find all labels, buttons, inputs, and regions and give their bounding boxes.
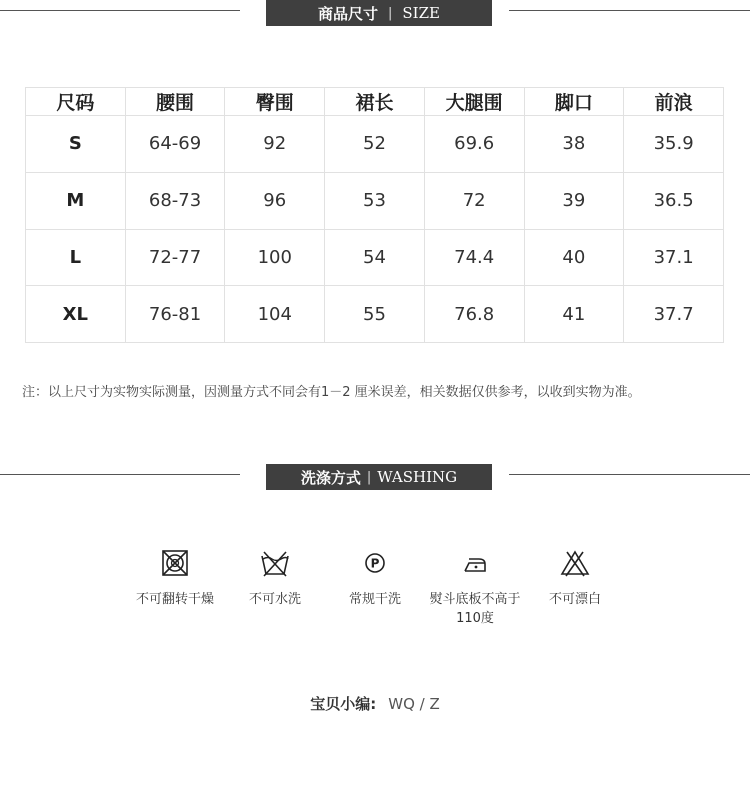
hem-cell: 41: [524, 286, 624, 343]
svg-text:P: P: [370, 556, 380, 571]
editor-value: WQ / Z: [388, 695, 440, 713]
care-item: [125, 548, 225, 609]
header-rule-right: [509, 474, 750, 475]
table-row: [26, 172, 724, 229]
length-cell: 55: [325, 286, 425, 343]
table-row: [26, 116, 724, 173]
care-label: 常规干洗: [348, 592, 401, 607]
size-section-header: [0, 0, 750, 26]
header-rule-left: [0, 474, 240, 475]
thigh-cell: 69.6: [424, 116, 524, 173]
header-waist: 腰围: [125, 88, 225, 116]
no-wash-icon: [260, 548, 290, 578]
size-cell: L: [26, 229, 126, 286]
washing-title-badge: [266, 464, 492, 490]
front-rise-cell: 37.7: [624, 286, 724, 343]
no-tumble-dry-icon: [160, 548, 190, 578]
waist-cell: 76-81: [125, 286, 225, 343]
size-table: [25, 87, 724, 343]
front-rise-cell: 35.9: [624, 116, 724, 173]
length-cell: 52: [325, 116, 425, 173]
size-title-cn: 商品尺寸: [318, 4, 379, 23]
table-row: [26, 229, 724, 286]
header-hem: 脚口: [524, 88, 624, 116]
washing-section-header: [0, 464, 750, 490]
thigh-cell: 74.4: [424, 229, 524, 286]
size-cell: XL: [26, 286, 126, 343]
header-rule-right: [509, 10, 750, 11]
hip-cell: 92: [225, 116, 325, 173]
hem-cell: 39: [524, 172, 624, 229]
title-separator: |: [366, 469, 372, 485]
hip-cell: 100: [225, 229, 325, 286]
hip-cell: 96: [225, 172, 325, 229]
header-thigh: 大腿围: [424, 88, 524, 116]
care-label: 不可漂白: [548, 592, 601, 607]
thigh-cell: 76.8: [424, 286, 524, 343]
washing-title-en: WASHING: [377, 468, 458, 486]
header-length: 裙长: [325, 88, 425, 116]
editor-credit: [0, 693, 750, 714]
front-rise-cell: 37.1: [624, 229, 724, 286]
waist-cell: 68-73: [125, 172, 225, 229]
washing-title-cn: 洗涤方式: [300, 468, 361, 487]
size-title-en: SIZE: [402, 4, 440, 22]
title-separator: |: [388, 5, 393, 21]
thigh-cell: 72: [424, 172, 524, 229]
care-label: 熨斗底板不高于110度: [429, 592, 521, 626]
header-front-rise: 前浪: [624, 88, 724, 116]
dry-clean-p-icon: [360, 548, 390, 578]
header-size: 尺码: [26, 88, 126, 116]
care-item: [225, 548, 325, 609]
front-rise-cell: 36.5: [624, 172, 724, 229]
hem-cell: 38: [524, 116, 624, 173]
header-rule-left: [0, 10, 240, 11]
waist-cell: 72-77: [125, 229, 225, 286]
length-cell: 53: [325, 172, 425, 229]
table-row: [26, 286, 724, 343]
size-cell: M: [26, 172, 126, 229]
size-cell: S: [26, 116, 126, 173]
length-cell: 54: [325, 229, 425, 286]
editor-label: 宝贝小编:: [310, 695, 377, 713]
care-label: 不可翻转干燥: [135, 592, 214, 607]
hip-cell: 104: [225, 286, 325, 343]
care-item: [425, 548, 525, 628]
no-bleach-icon: [560, 548, 590, 578]
size-table-header-row: [26, 88, 724, 116]
care-item: [525, 548, 625, 609]
waist-cell: 64-69: [125, 116, 225, 173]
care-item: [325, 548, 425, 609]
care-label: 不可水洗: [248, 592, 301, 607]
measurement-note: 注：以上尺寸为实物实际测量，因测量方式不同会有1－2 厘米误差，相关数据仅供参考，以收到实物为准。: [22, 385, 641, 400]
iron-low-icon: [460, 548, 490, 578]
size-title-badge: [266, 0, 492, 26]
header-hip: 臀围: [225, 88, 325, 116]
hem-cell: 40: [524, 229, 624, 286]
